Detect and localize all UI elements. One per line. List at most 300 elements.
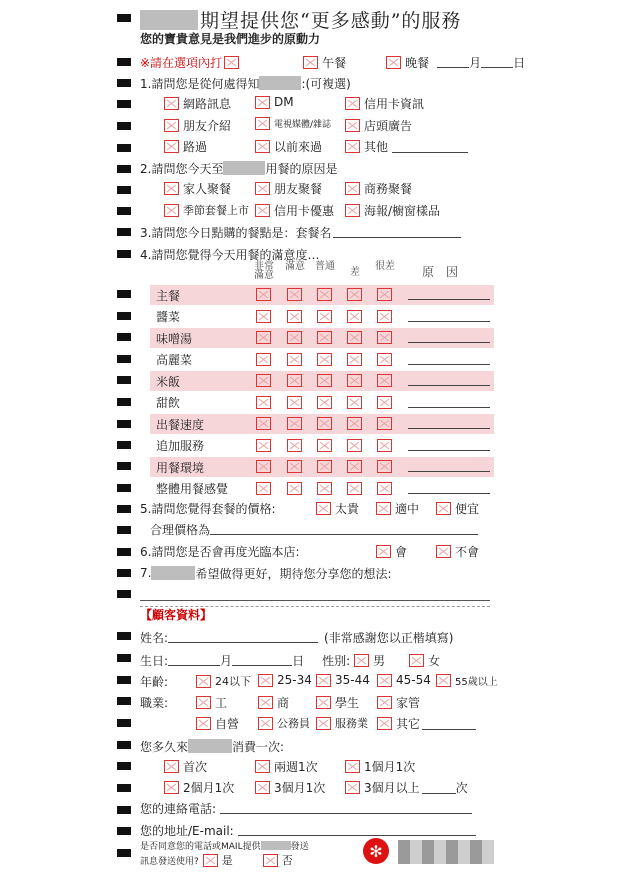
timing-mark <box>117 676 131 684</box>
q6-option[interactable] <box>376 543 407 560</box>
rating-checkbox[interactable] <box>377 288 392 301</box>
satisfaction-row-label: 整體用餐感覺 <box>156 482 229 496</box>
age-option[interactable] <box>316 673 370 687</box>
option-label: 適中 <box>395 502 420 516</box>
reasonable-price-row <box>150 519 478 539</box>
rating-checkbox[interactable] <box>256 439 271 452</box>
form-title <box>140 6 461 33</box>
name-label: 姓名: <box>140 630 169 645</box>
q6-option[interactable] <box>436 543 479 560</box>
satisfaction-row <box>150 285 494 305</box>
checkbox[interactable] <box>316 502 331 515</box>
checkbox[interactable] <box>196 675 211 688</box>
rating-checkbox[interactable] <box>347 482 362 495</box>
customer-section-title: 【顧客資料】 <box>140 607 213 622</box>
age-option[interactable] <box>258 673 312 687</box>
frequency-option[interactable] <box>164 758 207 775</box>
timing-mark <box>117 355 131 363</box>
timing-mark <box>117 569 131 577</box>
q5-option[interactable] <box>316 500 359 517</box>
job-option[interactable] <box>316 715 368 731</box>
option-label: 以前來過 <box>274 140 323 154</box>
reason-field[interactable] <box>408 310 490 322</box>
timing-mark <box>117 654 131 662</box>
timing-marks <box>117 0 132 877</box>
q2-option[interactable] <box>255 180 322 197</box>
rating-checkbox[interactable] <box>317 482 332 495</box>
q2-text: 2.請問您今天至 <box>140 161 224 176</box>
other-field[interactable] <box>392 141 468 153</box>
option-label: 首次 <box>183 760 208 774</box>
job-option[interactable] <box>196 715 239 732</box>
option-label: 電視媒體/雜誌 <box>274 120 332 130</box>
job-option[interactable] <box>377 715 476 732</box>
checkbox[interactable] <box>164 97 179 110</box>
reason-field[interactable] <box>408 482 490 494</box>
example-checkbox <box>224 56 239 69</box>
rating-checkbox[interactable] <box>287 353 302 366</box>
rating-checkbox[interactable] <box>287 288 302 301</box>
q3-row <box>140 222 461 242</box>
reason-field[interactable] <box>408 374 490 386</box>
checkbox[interactable] <box>255 781 270 794</box>
option-label: 其它 <box>396 717 421 731</box>
rating-checkbox[interactable] <box>347 353 362 366</box>
option-label: 兩週1次 <box>274 760 318 774</box>
option-label: 1個月1次 <box>364 760 416 774</box>
checkbox[interactable] <box>258 696 273 709</box>
rating-checkbox[interactable] <box>347 439 362 452</box>
month-label: 月 <box>469 55 482 70</box>
checkbox[interactable] <box>345 760 360 773</box>
satisfaction-row-label: 甜飲 <box>156 396 181 410</box>
checkbox[interactable] <box>258 717 273 730</box>
job-option[interactable] <box>377 694 420 711</box>
consent-line-2 <box>140 852 293 868</box>
checkbox[interactable] <box>164 182 179 195</box>
checkbox[interactable] <box>345 204 360 217</box>
job-option[interactable] <box>316 694 359 711</box>
q2-option[interactable] <box>345 202 440 219</box>
birth-month-field[interactable] <box>168 654 220 666</box>
frequency-unit: 次 <box>455 781 468 795</box>
rating-checkbox[interactable] <box>377 310 392 323</box>
q6-row <box>140 541 300 561</box>
dinner-checkbox[interactable] <box>386 56 401 69</box>
timing-mark <box>117 505 131 513</box>
satisfaction-row-label: 主餐 <box>156 288 181 303</box>
col-header: 普通 <box>315 261 335 272</box>
timing-mark <box>117 228 131 236</box>
rating-checkbox[interactable] <box>256 417 271 430</box>
q5-text: 5.請問您覺得套餐的價格: <box>140 501 276 516</box>
checkbox[interactable] <box>196 696 211 709</box>
checkbox[interactable] <box>255 760 270 773</box>
rating-checkbox[interactable] <box>317 310 332 323</box>
consent-text: 是否同意您的電話或MAIL提供 <box>140 841 261 852</box>
lunch-checkbox[interactable] <box>303 56 318 69</box>
reason-field[interactable] <box>408 396 490 408</box>
redacted-brand <box>140 10 198 30</box>
checkbox[interactable] <box>345 119 360 132</box>
rating-checkbox[interactable] <box>287 396 302 409</box>
job-option[interactable] <box>258 694 289 711</box>
rating-checkbox[interactable] <box>377 439 392 452</box>
timing-mark <box>117 250 131 258</box>
option-label: 家人聚餐 <box>183 182 232 196</box>
q1-option[interactable] <box>345 138 468 155</box>
female-checkbox[interactable] <box>409 654 424 667</box>
job-option[interactable] <box>196 694 227 711</box>
rating-checkbox[interactable] <box>287 417 302 430</box>
q1-option[interactable] <box>345 95 424 112</box>
rating-checkbox[interactable] <box>256 353 271 366</box>
day-label: 日 <box>513 55 526 70</box>
satisfaction-row-label: 味噌湯 <box>156 331 193 346</box>
option-label: 路過 <box>183 140 208 154</box>
day-field[interactable] <box>481 56 513 68</box>
timing-mark <box>117 849 131 857</box>
option-label: 3個月以上 <box>364 781 420 795</box>
rating-checkbox[interactable] <box>317 460 332 473</box>
checkbox[interactable] <box>377 696 392 709</box>
reason-field[interactable] <box>408 460 490 472</box>
satisfaction-row <box>150 307 494 327</box>
q2-suffix: 用餐的原因是 <box>265 161 338 176</box>
rating-checkbox[interactable] <box>256 460 271 473</box>
rating-checkbox[interactable] <box>287 374 302 387</box>
consent-text-end: 發送 <box>290 841 309 852</box>
rating-checkbox[interactable] <box>317 439 332 452</box>
frequency-option[interactable] <box>255 758 318 775</box>
rating-checkbox[interactable] <box>256 288 271 301</box>
month-field[interactable] <box>437 56 469 68</box>
other-job-field[interactable] <box>422 718 476 730</box>
address-row <box>140 820 476 840</box>
satisfaction-row <box>150 479 494 499</box>
q1-label <box>140 73 351 93</box>
option-label: 商務聚餐 <box>364 182 413 196</box>
satisfaction-row-label: 出餐速度 <box>156 417 205 432</box>
q1-option[interactable] <box>255 138 322 155</box>
q7-answer-line[interactable] <box>140 600 490 601</box>
timing-mark <box>117 398 131 406</box>
checkbox[interactable] <box>436 545 451 558</box>
age-option[interactable] <box>377 673 431 687</box>
timing-mark <box>117 741 131 749</box>
male-checkbox[interactable] <box>354 654 369 667</box>
checkbox[interactable] <box>255 182 270 195</box>
timing-mark <box>117 697 131 705</box>
option-label: 2個月1次 <box>183 781 235 795</box>
checkbox[interactable] <box>258 674 273 687</box>
checkbox[interactable] <box>345 182 360 195</box>
option-label: 25-34 <box>277 673 312 687</box>
checkbox[interactable] <box>376 545 391 558</box>
q3-text: 3.請問您今日點購的餐點是：套餐名 <box>140 225 332 240</box>
rating-checkbox[interactable] <box>377 353 392 366</box>
birth-day-field[interactable] <box>232 654 292 666</box>
age-option[interactable] <box>436 673 498 688</box>
option-label: 學生 <box>335 696 360 710</box>
checkbox[interactable] <box>164 781 179 794</box>
option-label: DM <box>274 95 294 109</box>
q1-option[interactable] <box>345 117 412 134</box>
rating-checkbox[interactable] <box>287 439 302 452</box>
redacted-brand <box>261 841 291 850</box>
timing-mark <box>117 719 131 727</box>
female-label: 女 <box>428 653 441 668</box>
option-label: 45-54 <box>396 673 431 687</box>
redacted-code-icon <box>398 840 494 864</box>
rating-checkbox[interactable] <box>256 310 271 323</box>
age-option[interactable] <box>196 673 251 689</box>
timing-mark <box>117 122 131 130</box>
option-label: 家管 <box>396 696 421 710</box>
reasonable-price-field[interactable] <box>210 523 478 535</box>
q5-option[interactable] <box>376 500 419 517</box>
timing-mark <box>117 784 131 792</box>
timing-mark <box>117 100 131 108</box>
name-field[interactable] <box>168 631 318 643</box>
phone-label: 您的連絡電話: <box>140 801 217 816</box>
q1-option[interactable] <box>255 117 331 130</box>
timing-mark <box>117 548 131 556</box>
satisfaction-row <box>150 393 494 413</box>
frequency-option[interactable] <box>255 779 325 796</box>
reasonable-price-label: 合理價格為 <box>150 522 211 537</box>
day-label: 日 <box>292 653 305 668</box>
timing-mark <box>117 462 131 470</box>
q7-row <box>140 563 392 583</box>
rating-checkbox[interactable] <box>347 310 362 323</box>
form-subtitle: 您的寶貴意見是我們進步的原動力 <box>140 32 321 46</box>
checkbox[interactable] <box>255 117 270 130</box>
redacted-brand <box>259 76 301 90</box>
timing-mark <box>117 484 131 492</box>
col-header: 差 <box>350 267 360 278</box>
job-label: 職業: <box>140 695 169 710</box>
checkbox[interactable] <box>255 140 270 153</box>
q7-number: 7. <box>140 566 152 580</box>
option-label: 季節套餐上市 <box>183 204 249 217</box>
timing-mark <box>117 58 131 66</box>
satisfaction-row <box>150 457 494 477</box>
checkbox[interactable] <box>377 717 392 730</box>
name-row <box>140 627 453 647</box>
q2-label <box>140 158 337 178</box>
option-label: 公務員 <box>277 717 310 730</box>
q5-option[interactable] <box>436 500 479 517</box>
frequency-option[interactable] <box>345 779 468 796</box>
rating-checkbox[interactable] <box>377 331 392 344</box>
birthday-label: 生日: <box>140 653 169 668</box>
phone-row <box>140 798 472 818</box>
consent-yes-checkbox[interactable] <box>203 854 218 867</box>
meal-name-field[interactable] <box>333 226 461 238</box>
reason-field[interactable] <box>408 439 490 451</box>
checkbox[interactable] <box>164 119 179 132</box>
q6-text: 6.請問您是否會再度光臨本店: <box>140 544 300 559</box>
age-label: 年齡: <box>140 674 169 689</box>
birthday-row <box>140 650 440 670</box>
option-label: 朋友聚餐 <box>274 182 323 196</box>
timing-mark <box>117 144 131 152</box>
frequency-row <box>140 736 284 756</box>
frequency-count-field[interactable] <box>422 782 456 794</box>
q2-option[interactable] <box>345 180 412 197</box>
q2-option[interactable] <box>255 202 334 219</box>
checkbox[interactable] <box>196 717 211 730</box>
satisfaction-row <box>150 371 494 391</box>
address-field[interactable] <box>238 824 476 836</box>
redacted-brand <box>188 739 232 753</box>
option-label: 信用卡優惠 <box>274 204 335 218</box>
name-note: (非常感謝您以正楷填寫) <box>324 630 454 645</box>
rating-checkbox[interactable] <box>256 374 271 387</box>
checkbox[interactable] <box>316 717 331 730</box>
satisfaction-row-label: 米飯 <box>156 374 181 389</box>
gender-label: 性別: <box>322 653 351 668</box>
rating-checkbox[interactable] <box>287 460 302 473</box>
consent-no-label: 否 <box>281 854 293 867</box>
consent-question: 訊息發送使用? <box>140 856 199 867</box>
option-label: 會 <box>395 545 408 559</box>
option-label: 24以下 <box>215 675 251 688</box>
address-label: 您的地址/E-mail: <box>140 823 234 838</box>
q1-option[interactable] <box>255 95 294 109</box>
rating-checkbox[interactable] <box>256 482 271 495</box>
frequency-option[interactable] <box>164 779 234 796</box>
reason-field[interactable] <box>408 417 490 429</box>
option-label: 店頭廣告 <box>364 119 413 133</box>
checkbox[interactable] <box>255 204 270 217</box>
dinner-label: 晚餐 <box>405 55 430 70</box>
timing-mark <box>117 186 131 194</box>
q5-row <box>140 498 276 518</box>
q2-option[interactable] <box>164 202 249 218</box>
option-label: 便宜 <box>455 502 480 516</box>
checkbox[interactable] <box>377 674 392 687</box>
job-row <box>140 692 168 712</box>
checkbox[interactable] <box>376 502 391 515</box>
option-label: 服務業 <box>335 717 368 730</box>
checkbox[interactable] <box>316 674 331 687</box>
satisfaction-row <box>150 328 494 348</box>
rating-checkbox[interactable] <box>317 374 332 387</box>
rating-checkbox[interactable] <box>347 417 362 430</box>
timing-mark <box>117 14 131 22</box>
checkbox[interactable] <box>164 140 179 153</box>
timing-mark <box>117 420 131 428</box>
checkbox[interactable] <box>316 696 331 709</box>
rating-checkbox[interactable] <box>377 460 392 473</box>
checkbox[interactable] <box>345 97 360 110</box>
option-label: 信用卡資訊 <box>364 97 425 111</box>
checkbox[interactable] <box>436 502 451 515</box>
checkbox[interactable] <box>255 96 270 109</box>
option-label: 3個月1次 <box>274 781 326 795</box>
phone-field[interactable] <box>220 802 472 814</box>
rating-checkbox[interactable] <box>377 482 392 495</box>
option-label: 自營 <box>215 717 240 731</box>
checkbox[interactable] <box>345 781 360 794</box>
satisfaction-row <box>150 350 494 370</box>
rating-checkbox[interactable] <box>317 331 332 344</box>
rating-checkbox[interactable] <box>317 396 332 409</box>
q1-suffix: :(可複選) <box>301 76 351 91</box>
q2-option[interactable] <box>164 180 231 197</box>
redacted-brand <box>151 566 195 580</box>
reason-header: 原 因 <box>421 265 458 279</box>
rating-checkbox[interactable] <box>347 288 362 301</box>
consent-yes-label: 是 <box>221 854 233 867</box>
consent-line-1 <box>140 838 309 852</box>
rating-checkbox[interactable] <box>377 417 392 430</box>
q1-option[interactable] <box>164 95 231 112</box>
satisfaction-row-label: 高麗菜 <box>156 353 193 367</box>
reason-field[interactable] <box>408 353 490 365</box>
lunch-label: 午餐 <box>322 55 347 70</box>
timing-mark <box>117 79 131 87</box>
q1-option[interactable] <box>164 138 207 155</box>
job-option[interactable] <box>258 715 310 731</box>
rating-checkbox[interactable] <box>347 396 362 409</box>
option-label: 55歲以上 <box>455 677 498 688</box>
age-row <box>140 671 168 691</box>
q1-option[interactable] <box>164 117 231 134</box>
consent-no-checkbox[interactable] <box>263 854 278 867</box>
frequency-option[interactable] <box>345 758 415 775</box>
timing-mark <box>117 312 131 320</box>
rating-checkbox[interactable] <box>317 288 332 301</box>
col-header: 滿意 <box>285 261 305 272</box>
rating-checkbox[interactable] <box>317 417 332 430</box>
option-label: 海報/櫥窗樣品 <box>364 204 441 218</box>
timing-mark <box>117 207 131 215</box>
checkbox[interactable] <box>436 674 451 687</box>
rating-checkbox[interactable] <box>317 353 332 366</box>
timing-mark <box>117 376 131 384</box>
checkbox[interactable] <box>345 140 360 153</box>
satisfaction-row <box>150 414 494 434</box>
timing-mark <box>117 526 131 534</box>
meal-row <box>140 52 525 72</box>
rating-checkbox[interactable] <box>377 396 392 409</box>
rating-checkbox[interactable] <box>287 310 302 323</box>
q1-text: 1.請問您是從何處得知 <box>140 76 260 91</box>
rating-checkbox[interactable] <box>347 460 362 473</box>
satisfaction-row-label: 用餐環境 <box>156 460 205 475</box>
reason-field[interactable] <box>408 288 490 300</box>
checkbox[interactable] <box>164 760 179 773</box>
rating-checkbox[interactable] <box>347 374 362 387</box>
reason-field[interactable] <box>408 331 490 343</box>
col-header: 非常滿意 <box>254 261 274 281</box>
rating-checkbox[interactable] <box>256 396 271 409</box>
rating-checkbox[interactable] <box>287 482 302 495</box>
rating-checkbox[interactable] <box>377 374 392 387</box>
timing-mark <box>117 290 131 298</box>
timing-mark <box>117 762 131 770</box>
q7-text: 希望做得更好，期待您分享您的想法: <box>195 566 392 581</box>
checkbox[interactable] <box>164 204 179 217</box>
timing-mark <box>117 827 131 835</box>
rating-checkbox[interactable] <box>287 331 302 344</box>
q4-label: 4.請問您覺得今天用餐的滿意度… <box>140 247 320 262</box>
rating-checkbox[interactable] <box>347 331 362 344</box>
rating-checkbox[interactable] <box>256 331 271 344</box>
